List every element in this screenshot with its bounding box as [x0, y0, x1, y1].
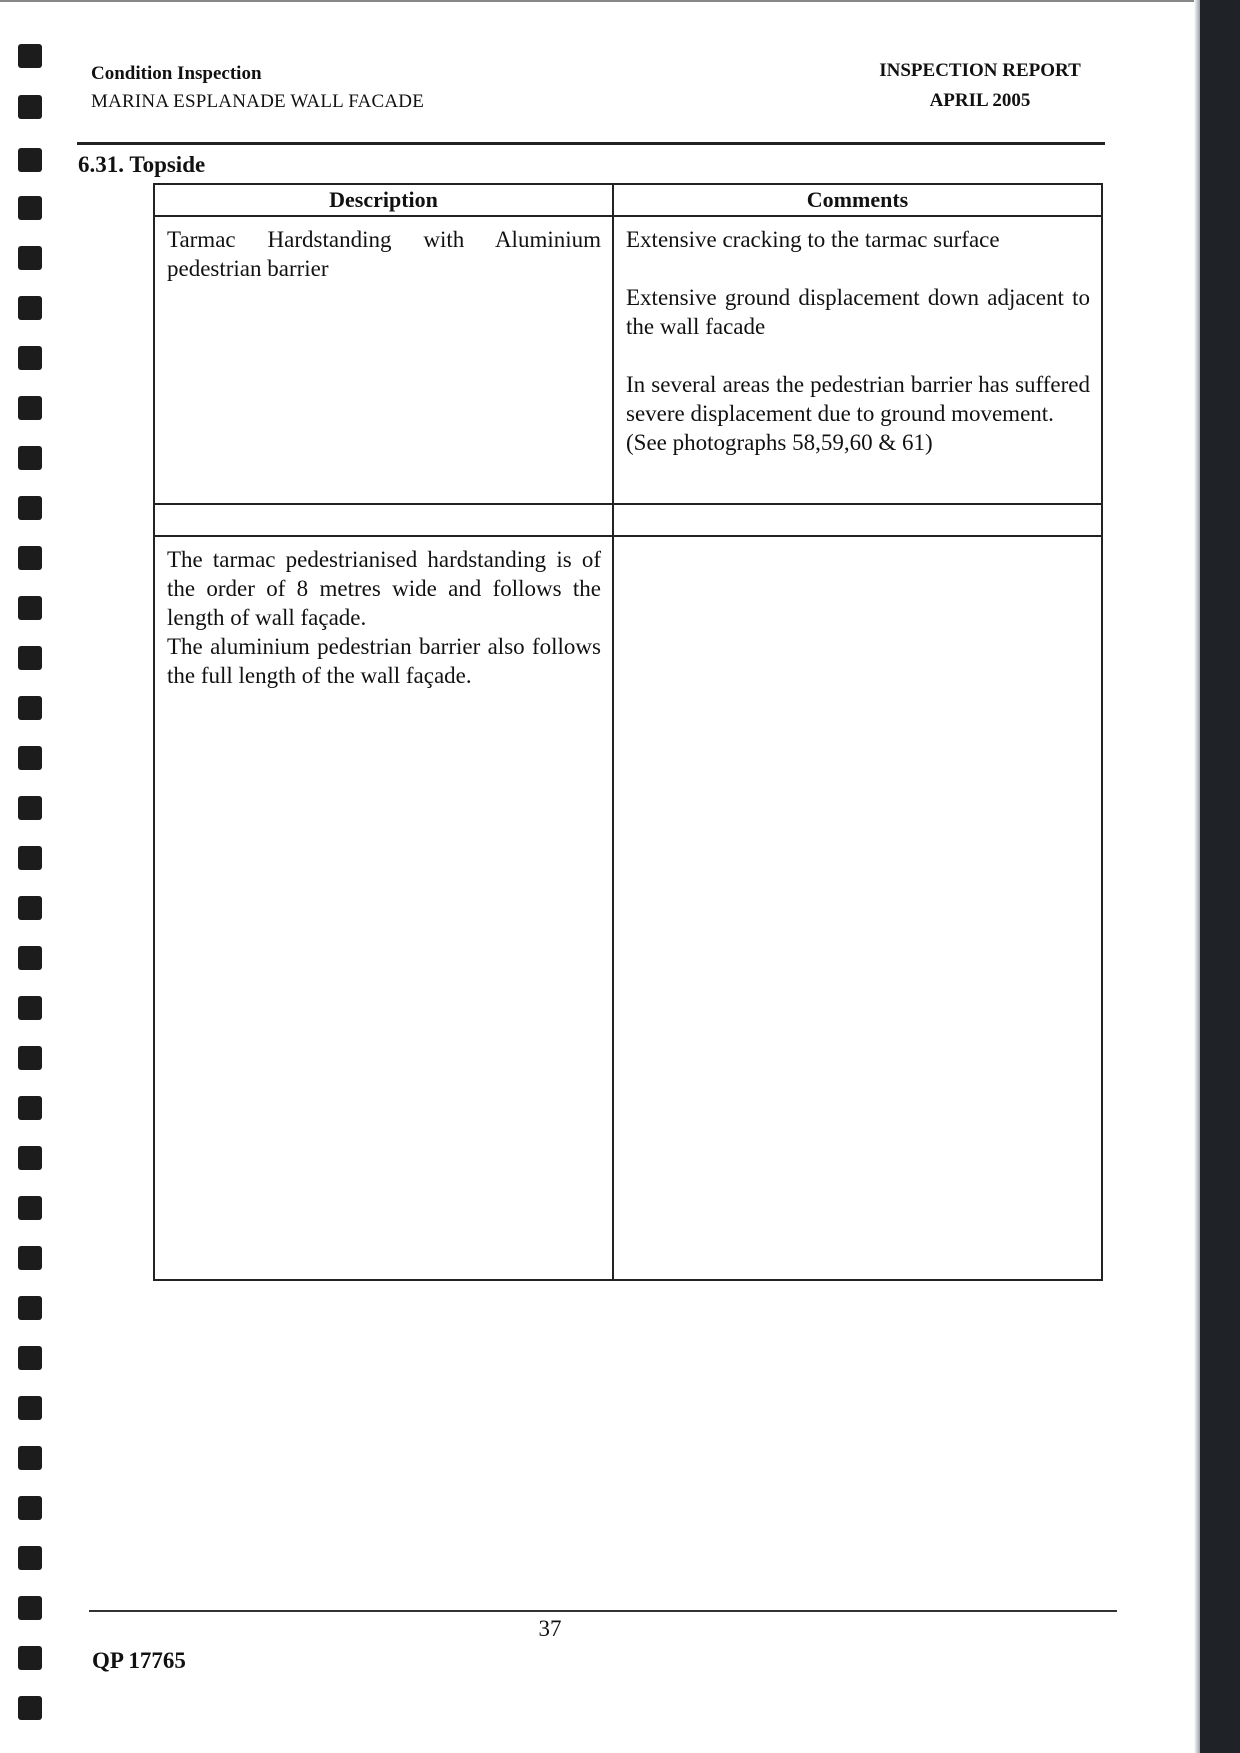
- binding-hole: [18, 1296, 42, 1320]
- comment-text: Extensive cracking to the tarmac surface: [626, 227, 1000, 252]
- binding-hole: [18, 1696, 42, 1720]
- binding-hole: [18, 1346, 42, 1370]
- binding-hole: [18, 446, 42, 470]
- header-report-date: APRIL 2005: [929, 90, 1031, 111]
- page-number: 37: [538, 1616, 562, 1641]
- footer-divider: [89, 1610, 1117, 1612]
- header-left: [91, 60, 424, 116]
- binding-hole: [18, 996, 42, 1020]
- description-text: Tarmac Hardstanding with Aluminium pedestrian barrier: [167, 227, 601, 281]
- binding-hole: [18, 546, 42, 570]
- binding-hole: [18, 496, 42, 520]
- binding-hole: [18, 1096, 42, 1120]
- inspection-table: [153, 183, 1103, 1281]
- binding-hole: [18, 1646, 42, 1670]
- binding-hole: [18, 1246, 42, 1270]
- scan-right-edge: [1200, 0, 1240, 1753]
- binding-hole: [18, 1496, 42, 1520]
- binding-hole: [18, 246, 42, 270]
- header-divider: [77, 142, 1105, 145]
- table-row: [154, 536, 1102, 1280]
- description-cell: [154, 536, 613, 1280]
- binding-hole: [18, 95, 42, 119]
- photo-reference: (See photographs 58,59,60 & 61): [626, 430, 933, 455]
- description-text: The aluminium pedestrian barrier also follows the full length of the wall façade.: [167, 634, 601, 688]
- column-header-comments: Comments: [613, 184, 1102, 216]
- binding-hole: [18, 646, 42, 670]
- description-cell: [154, 216, 613, 504]
- header-right: [860, 56, 1100, 116]
- description-text: The tarmac pedestrianised hardstanding is of the order of 8 metres wide and follows the length of wall façade.: [167, 547, 601, 630]
- binding-hole: [18, 946, 42, 970]
- column-header-description: Description: [154, 184, 613, 216]
- binding-holes: [18, 0, 44, 1753]
- scan-top-edge: [0, 0, 1200, 2]
- comments-cell: [613, 216, 1102, 504]
- table-header-row: [154, 184, 1102, 216]
- binding-hole: [18, 1196, 42, 1220]
- binding-hole: [18, 1546, 42, 1570]
- binding-hole: [18, 196, 42, 220]
- table-row: [154, 504, 1102, 536]
- binding-hole: [18, 1046, 42, 1070]
- comments-cell: [613, 536, 1102, 1280]
- binding-hole: [18, 896, 42, 920]
- binding-hole: [18, 44, 42, 68]
- binding-hole: [18, 796, 42, 820]
- binding-hole: [18, 1396, 42, 1420]
- binding-hole: [18, 746, 42, 770]
- binding-hole: [18, 596, 42, 620]
- binding-hole: [18, 296, 42, 320]
- binding-hole: [18, 1146, 42, 1170]
- document-reference: QP 17765: [92, 1648, 186, 1673]
- binding-hole: [18, 396, 42, 420]
- comments-cell: [613, 504, 1102, 536]
- binding-hole: [18, 696, 42, 720]
- comment-text: In several areas the pedestrian barrier has suffered severe displacement due to ground movement.: [626, 372, 1090, 426]
- table-row: [154, 216, 1102, 504]
- binding-hole: [18, 346, 42, 370]
- binding-hole: [18, 1596, 42, 1620]
- binding-hole: [18, 148, 42, 172]
- binding-hole: [18, 846, 42, 870]
- header-project-name: MARINA ESPLANADE WALL FACADE: [91, 91, 425, 112]
- binding-hole: [18, 1446, 42, 1470]
- comment-text: Extensive ground displacement down adjacent to the wall facade: [626, 285, 1090, 339]
- section-title: 6.31. Topside: [78, 152, 206, 177]
- header-document-type: Condition Inspection: [91, 63, 262, 84]
- header-report-type: INSPECTION REPORT: [879, 60, 1081, 81]
- description-cell: [154, 504, 613, 536]
